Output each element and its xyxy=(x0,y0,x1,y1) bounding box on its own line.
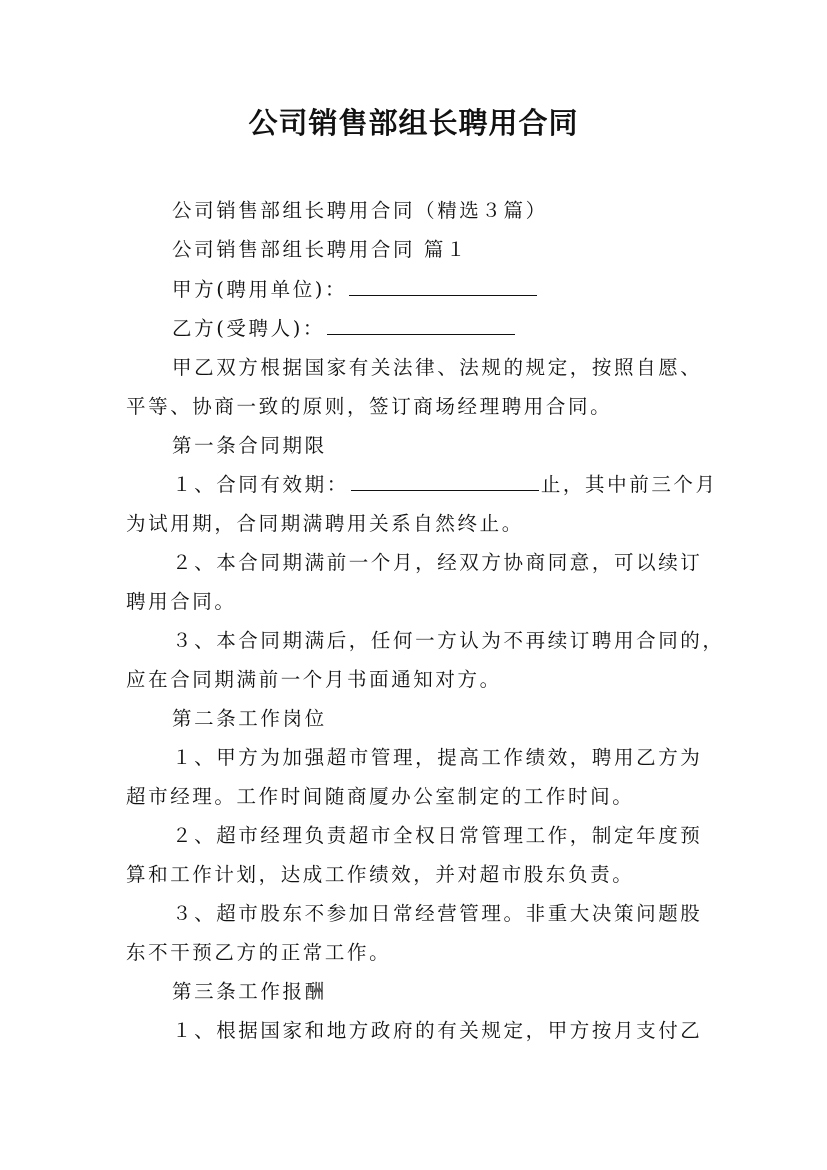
document-title: 公司销售部组长聘用合同 xyxy=(248,106,579,140)
paragraph-line: 公司销售部组长聘用合同 篇１ xyxy=(172,238,469,261)
paragraph-line: 甲乙双方根据国家有关法律、法规的规定，按照自愿、 xyxy=(172,356,703,379)
paragraph-line: １、根据国家和地方政府的有关规定，甲方按月支付乙 xyxy=(172,1019,703,1042)
contract-term-line xyxy=(172,471,718,499)
party-b-blank xyxy=(327,316,515,335)
paragraph-line: 公司销售部组长聘用合同（精选３篇） xyxy=(172,199,548,222)
paragraph-line: 平等、协商一致的原则，签订商场经理聘用合同。 xyxy=(126,395,613,418)
paragraph-line: 东不干预乙方的正常工作。 xyxy=(126,941,392,964)
contract-term-label: １、合同有效期： xyxy=(172,473,349,496)
paragraph-line: ３、本合同期满后，任何一方认为不再续订聘用合同的， xyxy=(172,629,725,652)
paragraph-line: ２、本合同期满前一个月，经双方协商同意，可以续订 xyxy=(172,551,703,574)
paragraph-line: 超市经理。工作时间随商厦办公室制定的工作时间。 xyxy=(126,785,635,808)
party-b-label: 乙方(受聘人)： xyxy=(172,317,326,340)
contract-term-blank xyxy=(351,472,539,491)
paragraph-line: ２、超市经理负责超市全权日常管理工作，制定年度预 xyxy=(172,824,703,847)
article-heading: 第二条工作岗位 xyxy=(172,707,327,730)
party-a-line xyxy=(172,276,539,304)
paragraph-line: 算和工作计划，达成工作绩效，并对超市股东负责。 xyxy=(126,863,635,886)
paragraph-line: 聘用合同。 xyxy=(126,590,237,613)
paragraph-line: 为试用期，合同期满聘用关系自然终止。 xyxy=(126,512,524,535)
contract-term-suffix: 止，其中前三个月 xyxy=(540,473,718,496)
article-heading: 第三条工作报酬 xyxy=(172,980,327,1003)
paragraph-line: 应在合同期满前一个月书面通知对方。 xyxy=(126,668,502,691)
party-b-line xyxy=(172,315,517,343)
party-a-blank xyxy=(349,277,537,296)
article-heading: 第一条合同期限 xyxy=(172,434,327,457)
paragraph-line: １、甲方为加强超市管理，提高工作绩效，聘用乙方为 xyxy=(172,746,703,769)
party-a-label: 甲方(聘用单位)： xyxy=(172,278,348,301)
paragraph-line: ３、超市股东不参加日常经营管理。非重大决策问题股 xyxy=(172,902,703,925)
